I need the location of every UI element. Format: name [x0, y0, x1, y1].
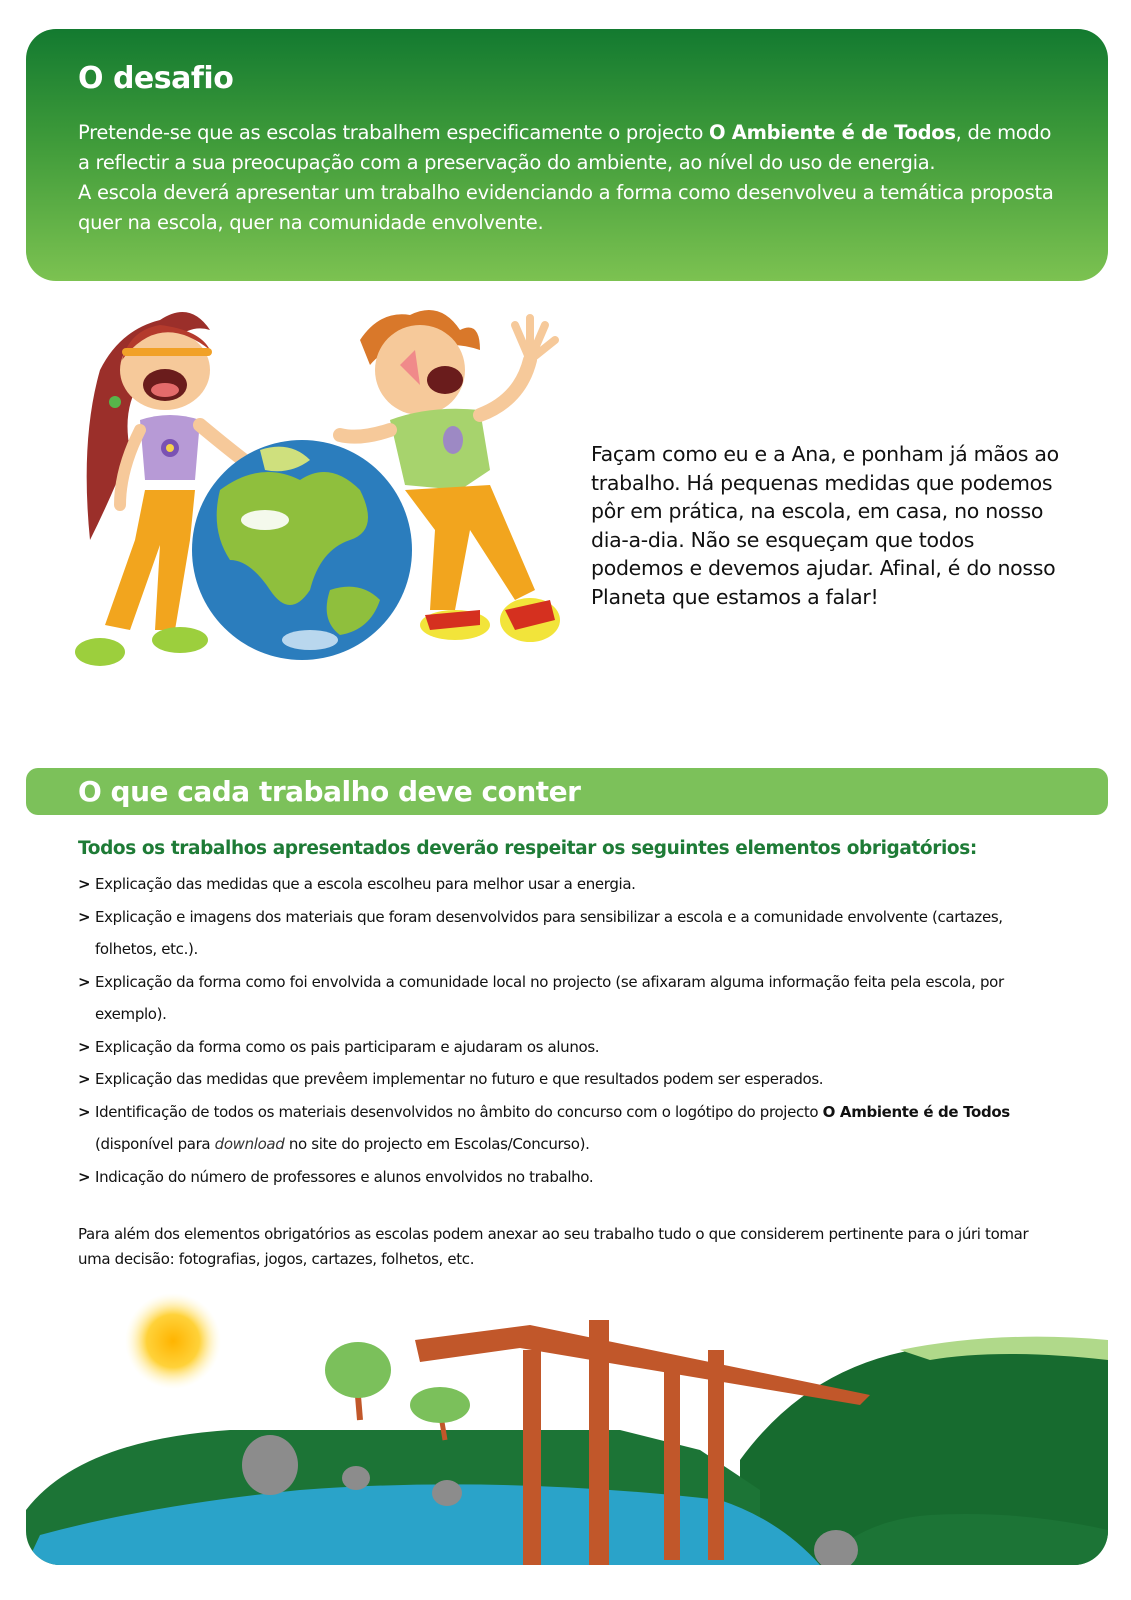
list-item-text: no site do projecto em Escolas/Concurso). [284, 1135, 590, 1153]
character-speech: Façam como eu e a Ana, e ponham já mãos ao trabalho. Há pequenas medidas que podemos pôr em prática, na escola, em casa, no nosso dia-a-dia. Não se esqueçam que todos podemos e devemos ajudar. Afinal, é do nosso Planeta que estamos a falar! [591, 442, 1059, 609]
closing-paragraph: Para além dos elementos obrigatórios as escolas podem anexar ao seu trabalho tudo o que considerem pertinente para o júri tomar uma decisão: fotografias, jogos, cartazes, folhetos, etc. [78, 1225, 1029, 1268]
bullet-arrow: > [78, 875, 91, 893]
list-item-text: Identificação de todos os materiais desenvolvidos no âmbito do concurso com o logótipo do projecto [95, 1102, 823, 1121]
list-item [78, 1063, 1038, 1096]
list-item [78, 1096, 1038, 1161]
list-item [78, 1031, 1038, 1064]
list-item-text: Explicação da forma como foi envolvida a comunidade local no projecto (se afixaram alguma informação feita pela escola, por exemplo). [95, 972, 1004, 1023]
challenge-text-1a: Pretende-se que as escolas trabalhem especificamente o projecto [78, 121, 710, 144]
bullet-arrow: > [78, 972, 91, 991]
requirements-list [78, 868, 1038, 1193]
challenge-text-1b: , de modo a reflectir a sua preocupação com a preservação do ambiente, ao nível do uso de energia. [78, 121, 1052, 174]
bullet-arrow: > [78, 1102, 91, 1121]
contents-heading: O que cada trabalho deve conter [26, 768, 1108, 815]
challenge-heading: O desafio [78, 61, 234, 96]
list-item-text: Explicação das medidas que prevêem implementar no futuro e que resultados podem ser esperados. [95, 1070, 824, 1088]
bullet-arrow: > [78, 1070, 91, 1088]
challenge-paragraph [78, 118, 1056, 238]
requirements-subheading: Todos os trabalhos apresentados deverão respeitar os seguintes elementos obrigatórios: [78, 838, 977, 859]
list-item-text: Explicação e imagens dos materiais que foram desenvolvidos para sensibilizar a escola e a comunidade envolvente (cartazes, folhetos, etc.). [95, 907, 1003, 958]
list-item-text: Indicação do número de professores e alunos envolvidos no trabalho. [95, 1167, 594, 1186]
project-name: O Ambiente é de Todos [822, 1102, 1010, 1121]
list-item [78, 966, 1038, 1031]
list-item-text: (disponível para [95, 1135, 215, 1153]
list-item [78, 901, 1038, 966]
children-globe-illustration [60, 290, 600, 710]
list-item [78, 868, 1038, 901]
list-item-text: Explicação da forma como os pais participaram e ajudaram os alunos. [95, 1037, 600, 1056]
challenge-text-2: A escola deverá apresentar um trabalho evidenciando a forma como desenvolveu a temática proposta quer na escola, quer na comunidade envolvente. [78, 181, 1054, 234]
challenge-panel [26, 29, 1108, 281]
list-item [78, 1161, 1038, 1194]
project-name: O Ambiente é de Todos [709, 121, 956, 144]
landscape-illustration [0, 1290, 1131, 1600]
bullet-arrow: > [78, 907, 91, 926]
bullet-arrow: > [78, 1167, 91, 1186]
download-word: download [214, 1135, 285, 1153]
bullet-arrow: > [78, 1037, 91, 1056]
sun-icon [125, 1293, 221, 1389]
list-item-text: Explicação das medidas que a escola escolheu para melhor usar a energia. [95, 875, 636, 893]
